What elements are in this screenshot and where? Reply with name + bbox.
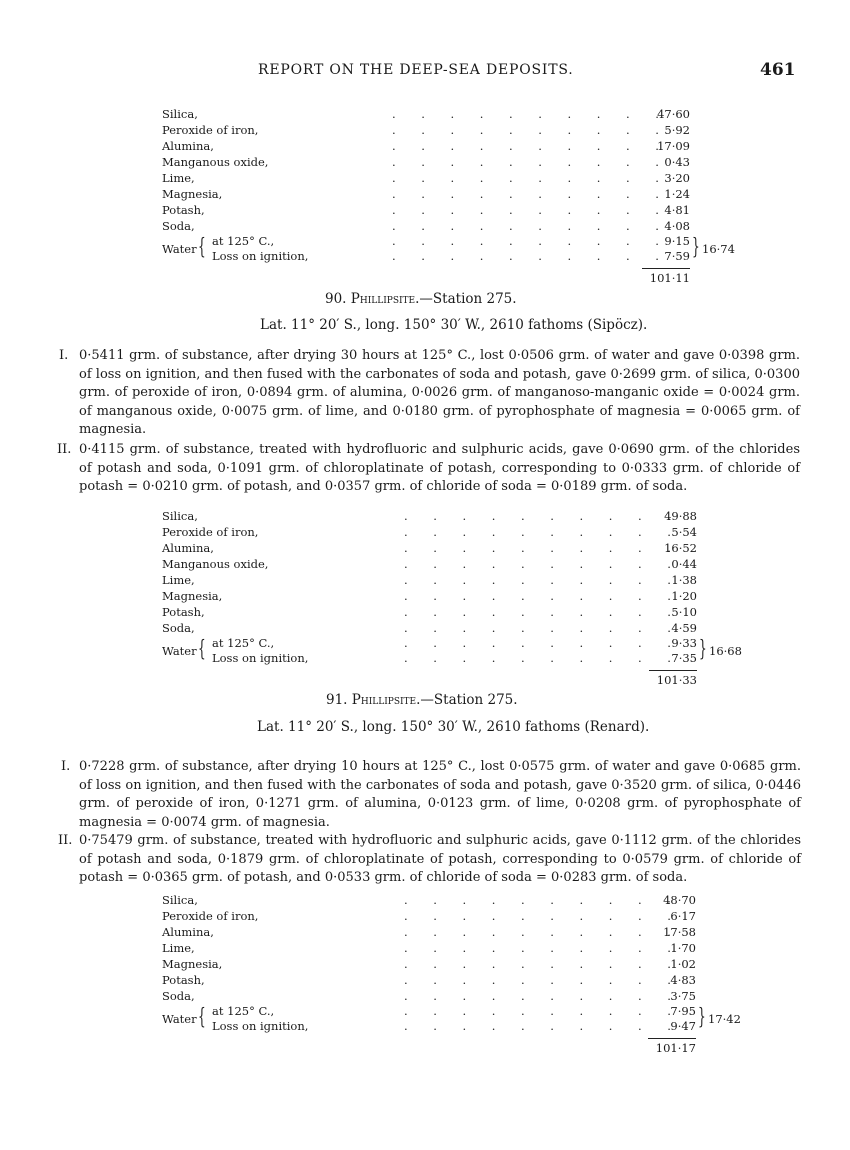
table-row bbox=[162, 972, 762, 988]
right-brace: } bbox=[699, 637, 707, 662]
leader-dots: . . . . . . . . . . bbox=[404, 1004, 671, 1018]
table-row bbox=[162, 956, 762, 972]
row-label: Magnesia, bbox=[162, 589, 223, 603]
row-value: 4·08 bbox=[664, 219, 690, 233]
row-value: 5·10 bbox=[671, 605, 697, 619]
water-sub-label-1: at 125° C., bbox=[212, 636, 275, 650]
water-row-group bbox=[162, 1004, 762, 1034]
leader-dots: . . . . . . . . . . bbox=[404, 605, 671, 619]
row-label: Peroxide of iron, bbox=[162, 909, 259, 923]
paragraph-text: 0·75479 grm. of substance, treated with hydrofluoric and sulphuric acids, gave 0·1112 grm. of the chlorides of potash and soda, 0·1879 grm. of chloroplatinate of potash, corresponding to 0·0579 grm. of chloride of potash = 0·0365 grm. of potash, and 0·0533 grm. of chloride of soda = 0·0283 grm. of soda. bbox=[79, 833, 801, 886]
row-label: Peroxide of iron, bbox=[162, 123, 259, 137]
water-value-1: 9·33 bbox=[671, 636, 697, 650]
section-90-location: Lat. 11° 20′ S., long. 150° 30′ W., 2610 fathoms (Sipöcz). bbox=[260, 317, 648, 333]
row-label: Silica, bbox=[162, 107, 198, 121]
left-brace: { bbox=[198, 637, 206, 662]
section-90-title bbox=[325, 291, 517, 307]
water-value-1: 7·95 bbox=[670, 1004, 696, 1018]
row-label: Alumina, bbox=[162, 541, 214, 555]
leader-dots: . . . . . . . . . . bbox=[392, 187, 659, 201]
left-brace: { bbox=[198, 1005, 206, 1030]
leader-dots: . . . . . . . . . . bbox=[404, 589, 671, 603]
leader-dots: . . . . . . . . . . bbox=[404, 621, 671, 635]
section-91-mineral: Phillipsite. bbox=[351, 692, 421, 708]
water-sub-label-2: Loss on ignition, bbox=[212, 651, 309, 665]
running-title: REPORT ON THE DEEP-SEA DEPOSITS. bbox=[258, 62, 574, 78]
total-rule bbox=[649, 670, 697, 671]
row-label: Alumina, bbox=[162, 925, 214, 939]
row-label: Magnesia, bbox=[162, 187, 223, 201]
water-sub-label-2: Loss on ignition, bbox=[212, 1019, 309, 1033]
row-value: 48·70 bbox=[663, 893, 696, 907]
row-label: Soda, bbox=[162, 621, 195, 635]
leader-dots: . . . . . . . . . . bbox=[392, 155, 659, 169]
left-brace: { bbox=[198, 235, 206, 260]
row-label: Potash, bbox=[162, 203, 205, 217]
row-label: Manganous oxide, bbox=[162, 557, 269, 571]
total-value: 101·11 bbox=[649, 271, 690, 285]
row-value: 5·54 bbox=[671, 525, 697, 539]
table-row bbox=[162, 154, 722, 170]
leader-dots: . . . . . . . . . . bbox=[404, 925, 671, 939]
leader-dots: . . . . . . . . . . bbox=[392, 123, 659, 137]
paragraph-text: 0·4115 grm. of substance, treated with hydrofluoric and sulphuric acids, gave 0·0690 grm. of the chlorides of potash and soda, 0·1091 grm. of chloroplatinate of potash, corresponding to 0·0333 grm. of chloride of potash = 0·0210 grm. of potash, and 0·0357 grm. of chloride of soda = 0·0189 grm. of soda. bbox=[79, 442, 800, 495]
analysis-table-top bbox=[162, 106, 735, 285]
total-rule bbox=[648, 1038, 696, 1039]
row-value: 1·70 bbox=[670, 941, 696, 955]
table-row bbox=[162, 892, 762, 908]
row-value: 6·17 bbox=[670, 909, 696, 923]
row-label: Manganous oxide, bbox=[162, 155, 269, 169]
water-row-group bbox=[162, 234, 735, 264]
table-row bbox=[162, 540, 762, 556]
table-row bbox=[162, 202, 722, 218]
section-90-paragraph-1 bbox=[59, 347, 800, 440]
section-90-paragraph-2 bbox=[57, 441, 800, 497]
section-91-paragraph-2 bbox=[58, 832, 801, 888]
table-row bbox=[162, 620, 762, 636]
row-label: Potash, bbox=[162, 973, 205, 987]
table-row bbox=[162, 218, 722, 234]
row-label: Silica, bbox=[162, 509, 198, 523]
water-label: Water bbox=[162, 644, 197, 658]
row-label: Lime, bbox=[162, 171, 195, 185]
total-row bbox=[162, 264, 722, 284]
total-row bbox=[162, 1034, 762, 1054]
leader-dots: . . . . . . . . . . bbox=[404, 509, 671, 523]
row-value: 4·81 bbox=[664, 203, 690, 217]
table-row bbox=[162, 924, 762, 940]
row-value: 47·60 bbox=[657, 107, 690, 121]
table-row bbox=[162, 186, 722, 202]
leader-dots: . . . . . . . . . . bbox=[404, 1019, 671, 1033]
total-value: 101·33 bbox=[656, 673, 697, 687]
leader-dots: . . . . . . . . . . bbox=[404, 941, 671, 955]
water-value-2: 7·35 bbox=[671, 651, 697, 665]
section-91-title bbox=[326, 692, 518, 708]
row-value: 0·43 bbox=[664, 155, 690, 169]
leader-dots: . . . . . . . . . . bbox=[404, 636, 671, 650]
water-row-group bbox=[162, 636, 762, 666]
total-rule bbox=[642, 268, 690, 269]
table-row bbox=[162, 988, 762, 1004]
table-row bbox=[162, 556, 762, 572]
row-value: 1·24 bbox=[664, 187, 690, 201]
section-91-location: Lat. 11° 20′ S., long. 150° 30′ W., 2610 fathoms (Renard). bbox=[257, 719, 650, 735]
leader-dots: . . . . . . . . . . bbox=[404, 893, 671, 907]
row-value: 4·59 bbox=[671, 621, 697, 635]
row-label: Magnesia, bbox=[162, 957, 223, 971]
row-value: 5·92 bbox=[664, 123, 690, 137]
water-sub-label-1: at 125° C., bbox=[212, 234, 275, 248]
leader-dots: . . . . . . . . . . bbox=[404, 573, 671, 587]
water-sum: 16·74 bbox=[702, 242, 735, 256]
leader-dots: . . . . . . . . . . bbox=[392, 203, 659, 217]
water-value-2: 9·47 bbox=[670, 1019, 696, 1033]
row-value: 1·20 bbox=[671, 589, 697, 603]
page-header bbox=[0, 62, 850, 84]
table-row bbox=[162, 106, 722, 122]
row-label: Potash, bbox=[162, 605, 205, 619]
row-label: Lime, bbox=[162, 941, 195, 955]
section-91-number: 91. bbox=[326, 692, 348, 708]
row-label: Peroxide of iron, bbox=[162, 525, 259, 539]
section-91-station: —Station 275. bbox=[420, 692, 518, 708]
table-row bbox=[162, 524, 762, 540]
section-90-number: 90. bbox=[325, 291, 347, 307]
leader-dots: . . . . . . . . . . bbox=[404, 973, 671, 987]
leader-dots: . . . . . . . . . . bbox=[404, 525, 671, 539]
water-value-2: 7·59 bbox=[664, 249, 690, 263]
leader-dots: . . . . . . . . . . bbox=[392, 171, 659, 185]
row-label: Soda, bbox=[162, 989, 195, 1003]
row-value: 49·88 bbox=[664, 509, 697, 523]
row-value: 4·83 bbox=[670, 973, 696, 987]
leader-dots: . . . . . . . . . . bbox=[404, 989, 671, 1003]
row-value: 3·75 bbox=[670, 989, 696, 1003]
row-value: 1·38 bbox=[671, 573, 697, 587]
total-row bbox=[162, 666, 762, 686]
table-row bbox=[162, 940, 762, 956]
analysis-table-91 bbox=[162, 892, 762, 1054]
right-brace: } bbox=[698, 1005, 706, 1030]
table-row bbox=[162, 170, 722, 186]
paragraph-number: II. bbox=[58, 833, 73, 848]
table-row bbox=[162, 572, 762, 588]
leader-dots: . . . . . . . . . . bbox=[404, 541, 671, 555]
row-label: Lime, bbox=[162, 573, 195, 587]
water-sum: 16·68 bbox=[709, 644, 742, 658]
page-number: 461 bbox=[760, 60, 796, 80]
row-value: 17·09 bbox=[657, 139, 690, 153]
right-brace: } bbox=[692, 235, 700, 260]
leader-dots: . . . . . . . . . . bbox=[392, 249, 659, 263]
paragraph-number: II. bbox=[57, 442, 72, 457]
leader-dots: . . . . . . . . . . bbox=[392, 219, 659, 233]
leader-dots: . . . . . . . . . . bbox=[392, 234, 659, 248]
water-label: Water bbox=[162, 242, 197, 256]
row-label: Alumina, bbox=[162, 139, 214, 153]
table-row bbox=[162, 588, 762, 604]
paragraph-text: 0·5411 grm. of substance, after drying 30 hours at 125° C., lost 0·0506 grm. of water and gave 0·0398 grm. of loss on ignition, and then fused with the carbonates of soda and potash, gave 0·2699 grm. of silica, 0·0300 grm. of peroxide of iron, 0·0894 grm. of alumina, 0·0026 grm. of manganoso-manganic oxide = 0·0024 grm. of manganous oxide, 0·0075 grm. of lime, and 0·0180 grm. of pyrophosphate of magnesia = 0·0065 grm. of magnesia. bbox=[79, 348, 800, 438]
section-90-mineral: Phillipsite. bbox=[350, 291, 420, 307]
water-sub-label-1: at 125° C., bbox=[212, 1004, 275, 1018]
row-value: 16·52 bbox=[664, 541, 697, 555]
paragraph-text: 0·7228 grm. of substance, after drying 10 hours at 125° C., lost 0·0575 grm. of water and gave 0·0685 grm. of loss on ignition, and then fused with the carbonates of soda and potash, gave 0·3520 grm. of silica, 0·0446 grm. of peroxide of iron, 0·1271 grm. of alumina, 0·0123 grm. of lime, 0·0208 grm. of pyrophosphate of magnesia = 0·0074 grm. of magnesia. bbox=[79, 759, 801, 830]
leader-dots: . . . . . . . . . . bbox=[404, 957, 671, 971]
table-row bbox=[162, 604, 762, 620]
leader-dots: . . . . . . . . . . bbox=[404, 557, 671, 571]
water-sum: 17·42 bbox=[708, 1012, 741, 1026]
paragraph-number: I. bbox=[61, 759, 71, 774]
table-row bbox=[162, 508, 762, 524]
row-value: 1·02 bbox=[670, 957, 696, 971]
leader-dots: . . . . . . . . . . bbox=[392, 107, 659, 121]
table-row bbox=[162, 908, 762, 924]
analysis-table-90 bbox=[162, 508, 762, 686]
water-value-1: 9·15 bbox=[664, 234, 690, 248]
leader-dots: . . . . . . . . . . bbox=[404, 651, 671, 665]
row-label: Silica, bbox=[162, 893, 198, 907]
leader-dots: . . . . . . . . . . bbox=[392, 139, 659, 153]
paragraph-number: I. bbox=[59, 348, 69, 363]
row-value: 17·58 bbox=[663, 925, 696, 939]
water-label: Water bbox=[162, 1012, 197, 1026]
table-row bbox=[162, 138, 722, 154]
row-value: 3·20 bbox=[664, 171, 690, 185]
leader-dots: . . . . . . . . . . bbox=[404, 909, 671, 923]
row-label: Soda, bbox=[162, 219, 195, 233]
section-91-paragraph-1 bbox=[61, 758, 801, 832]
table-row bbox=[162, 122, 722, 138]
section-90-station: —Station 275. bbox=[419, 291, 517, 307]
water-sub-label-2: Loss on ignition, bbox=[212, 249, 309, 263]
total-value: 101·17 bbox=[655, 1041, 696, 1055]
row-value: 0·44 bbox=[671, 557, 697, 571]
